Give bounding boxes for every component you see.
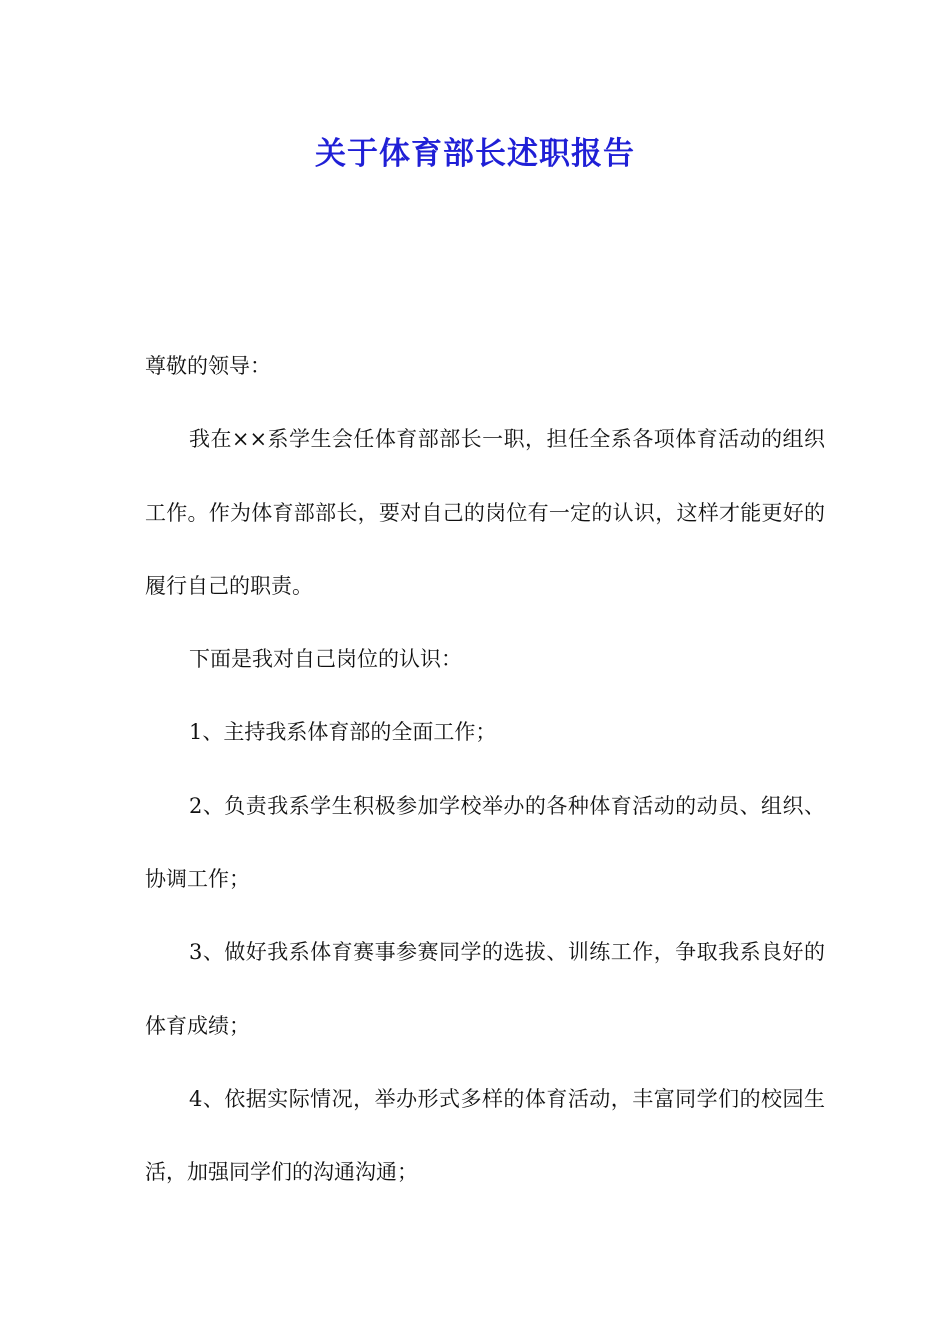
document-title: 关于体育部长述职报告	[315, 136, 635, 172]
paragraph-lead-in: 下面是我对自己岗位的认识：	[189, 647, 462, 672]
salutation: 尊敬的领导：	[145, 354, 271, 378]
paragraph-intro: 我在××系学生会任体育部部长一职，担任全系各项体育活动的组织工作。作为体育部部长，要对自己的岗位有一定的认识，这样才能更好的履行自己的职责。	[145, 427, 825, 598]
list-item-4: 4、依据实际情况，举办形式多样的体育活动，丰富同学们的校园生活，加强同学们的沟通沟通；	[145, 1086, 825, 1185]
list-item-3: 3、做好我系体育赛事参赛同学的选拔、训练工作，争取我系良好的体育成绩；	[145, 940, 825, 1038]
list-item-1: 1、主持我系体育部的全面工作；	[189, 720, 497, 745]
list-item-2: 2、负责我系学生积极参加学校举办的各种体育活动的动员、组织、协调工作；	[145, 793, 825, 892]
document-body	[145, 330, 825, 1210]
